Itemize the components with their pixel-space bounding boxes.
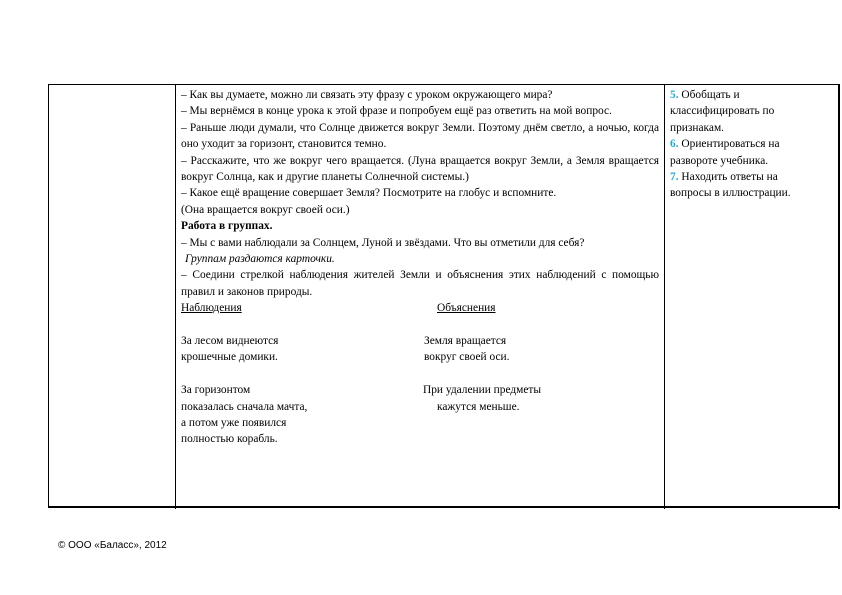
item-number: 7. <box>670 171 679 184</box>
action-text: Обобщать и <box>681 89 740 101</box>
copyright-footer: © ООО «Баласс», 2012 <box>58 540 167 551</box>
observation-text: полностью корабль. <box>181 433 278 446</box>
action-text: классифицировать по <box>670 105 775 118</box>
action-item-6 <box>670 136 832 152</box>
matching-row <box>181 399 659 415</box>
action-text: вопросы в иллюстрации. <box>670 187 791 200</box>
action-text: Находить ответы на <box>681 171 778 184</box>
observations-header: Наблюдения <box>181 302 242 315</box>
item-number: 5. <box>670 89 679 101</box>
lesson-content-cell <box>181 87 659 448</box>
observation-text: За лесом виднеются <box>181 335 279 348</box>
paragraph: – Мы вернёмся в конце урока к этой фразе и попробуем ещё раз ответить на мой вопрос. <box>181 105 612 118</box>
explanations-header: Объяснения <box>437 302 496 315</box>
explanation-text: Земля вращается <box>424 335 507 348</box>
matching-headers <box>181 300 659 316</box>
matching-row <box>181 349 659 365</box>
explanation-text: При удалении предметы <box>423 384 542 397</box>
paragraph: – Соедини стрелкой наблюдения жителей Земли и объяснения этих наблюдений с помощью правил и законов природы. <box>181 269 659 298</box>
action-item-5 <box>670 87 832 103</box>
action-text: развороте учебника. <box>670 154 769 167</box>
cards-note: Группам раздаются карточки. <box>185 253 335 266</box>
action-text: признакам. <box>670 121 725 134</box>
matching-row <box>181 431 659 447</box>
item-number: 6. <box>670 138 679 151</box>
paragraph: – Мы с вами наблюдали за Солнцем, Луной и звёздами. Что вы отметили для себя? <box>181 236 585 249</box>
paragraph: – Как вы думаете, можно ли связать эту фразу с уроком окружающего мира? <box>181 89 553 101</box>
group-work-heading: Работа в группах. <box>181 220 273 233</box>
column-divider-1 <box>175 84 176 509</box>
observation-text: крошечные домики. <box>181 351 278 364</box>
paragraph: (Она вращается вокруг своей оси.) <box>181 203 350 216</box>
learning-actions-cell <box>670 87 832 202</box>
explanation-text: кажутся меньше. <box>437 400 520 413</box>
observation-text: За горизонтом <box>181 384 251 397</box>
observation-text: а потом уже появился <box>181 417 287 430</box>
table-right-border <box>838 84 840 509</box>
action-text: Ориентироваться на <box>681 138 780 151</box>
column-divider-2 <box>664 84 665 509</box>
observation-text: показалась сначала мачта, <box>181 400 308 413</box>
matching-row <box>181 415 659 431</box>
paragraph: – Раньше люди думали, что Солнце движется вокруг Земли. Поэтому днём светло, а ночью, когда оно уходит за горизонт, становится темно. <box>181 121 659 151</box>
matching-row <box>181 333 659 349</box>
action-item-7 <box>670 169 832 185</box>
paragraph: – Какое ещё вращение совершает Земля? Посмотрите на глобус и вспомните. <box>181 187 557 200</box>
explanation-text: вокруг своей оси. <box>424 351 510 364</box>
paragraph: – Расскажите, что же вокруг чего вращается. (Луна вращается вокруг Земли, а Земля вращается вокруг Солнца, как и другие планеты Солнечной системы.) <box>181 154 659 184</box>
matching-row <box>181 382 659 398</box>
